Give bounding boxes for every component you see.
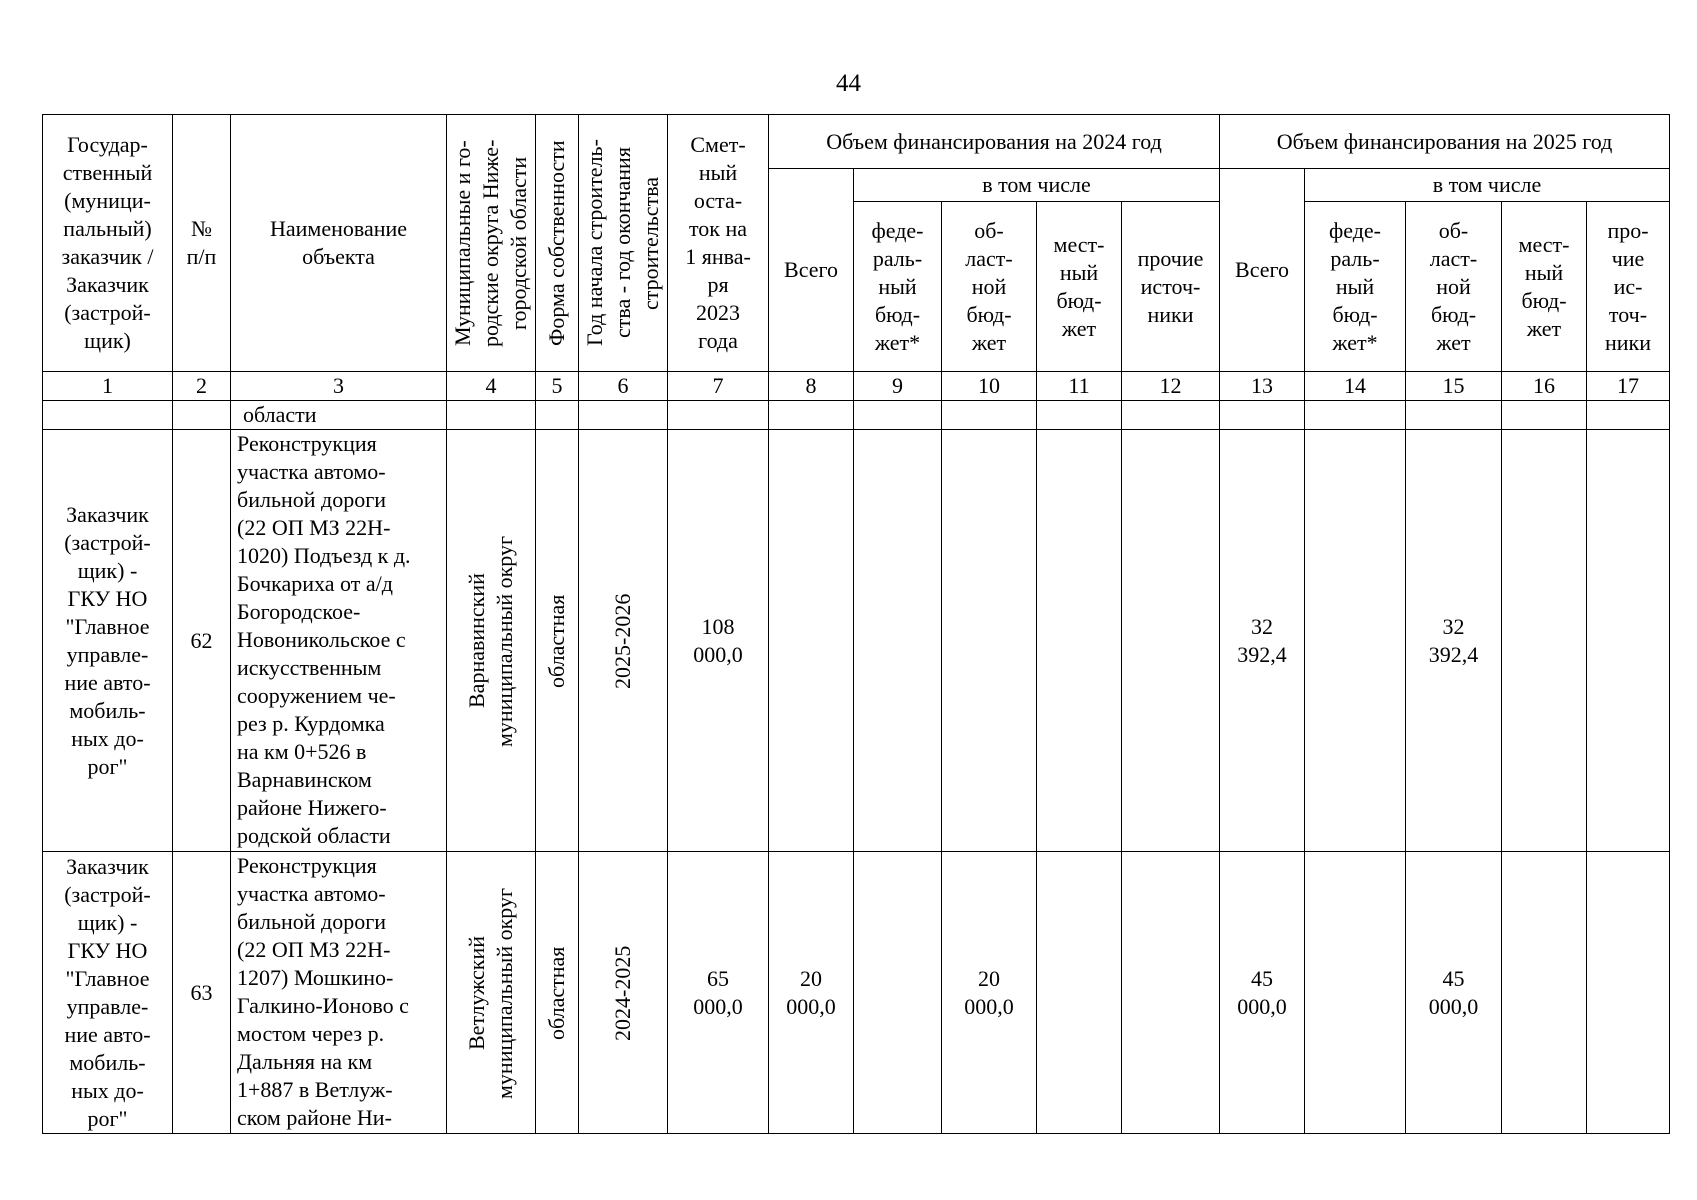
header-federal-2024: феде- раль- ный бюд- жет* — [854, 202, 942, 372]
col-number: 11 — [1037, 372, 1122, 401]
header-regional-2025: об- ласт- ной бюд- жет — [1406, 202, 1502, 372]
district-cell: Варнавинский муниципальный округ — [447, 430, 536, 852]
header-row-1 — [43, 115, 1670, 169]
header-incl-2024: в том числе — [854, 169, 1220, 202]
estimate-cell: 108 000,0 — [668, 430, 769, 852]
header-ownership: Форма собственности — [536, 115, 579, 372]
financing-table — [42, 114, 1670, 1134]
col-number: 7 — [668, 372, 769, 401]
header-district: Муниципальные и го- родские округа Ниже- городской области — [447, 115, 536, 372]
estimate-cell: 65 000,0 — [668, 852, 769, 1134]
local-2025 — [1502, 430, 1587, 852]
regional-2024 — [942, 430, 1037, 852]
total-2024: 20 000,0 — [769, 852, 854, 1134]
col-number: 15 — [1406, 372, 1502, 401]
years-cell: 2024-2025 — [579, 852, 668, 1134]
other-2024 — [1122, 430, 1220, 852]
header-number: № п/п — [173, 115, 231, 372]
customer-cell: Заказчик (застрой- щик) - ГКУ НО "Главное управле- ние авто- мобиль- ных до- рог" — [43, 430, 173, 852]
object-name: Реконструкция участка автомо- бильной дороги (22 ОП МЗ 22Н- 1020) Подъезд к д. Бочкариха от а/д Богородское- Новоникольское с искусственным сооружением че- рез р. Курдомка на км 0+526 в Варнавинском районе Нижего- родской области — [231, 430, 447, 852]
row-number: 63 — [173, 852, 231, 1134]
regional-2024: 20 000,0 — [942, 852, 1037, 1134]
ownership-cell: областная — [536, 430, 579, 852]
header-estimate: Смет- ный оста- ток на 1 янва- ря 2023 года — [668, 115, 769, 372]
header-local-2024: мест- ный бюд- жет — [1037, 202, 1122, 372]
other-2025 — [1587, 430, 1670, 852]
col-number: 2 — [173, 372, 231, 401]
total-2024 — [769, 430, 854, 852]
table-row — [43, 430, 1670, 852]
continuation-row — [43, 401, 1670, 430]
col-number: 17 — [1587, 372, 1670, 401]
header-customer: Государ- ственный (муници- пальный) заказчик / Заказчик (застрой- щик) — [43, 115, 173, 372]
header-years: Год начала строитель- ства - год окончания строительства — [579, 115, 668, 372]
local-2024 — [1037, 852, 1122, 1134]
header-regional-2024: об- ласт- ной бюд- жет — [942, 202, 1037, 372]
header-other-2025: про- чие ис- точ- ники — [1587, 202, 1670, 372]
col-number: 14 — [1305, 372, 1406, 401]
local-2024 — [1037, 430, 1122, 852]
regional-2025: 45 000,0 — [1406, 852, 1502, 1134]
header-total-2024: Всего — [769, 169, 854, 372]
total-2025: 45 000,0 — [1220, 852, 1305, 1134]
district-cell: Ветлужский муниципальный округ — [447, 852, 536, 1134]
federal-2025 — [1305, 430, 1406, 852]
federal-2024 — [854, 430, 942, 852]
other-2025 — [1587, 852, 1670, 1134]
federal-2024 — [854, 852, 942, 1134]
other-2024 — [1122, 852, 1220, 1134]
col-number: 8 — [769, 372, 854, 401]
col-number: 10 — [942, 372, 1037, 401]
header-fin-2025: Объем финансирования на 2025 год — [1220, 115, 1670, 169]
ownership-cell: областная — [536, 852, 579, 1134]
header-other-2024: прочие источ- ники — [1122, 202, 1220, 372]
continuation-text: области — [231, 401, 447, 430]
col-number: 12 — [1122, 372, 1220, 401]
header-fin-2024: Объем финансирования на 2024 год — [769, 115, 1220, 169]
col-number: 1 — [43, 372, 173, 401]
total-2025: 32 392,4 — [1220, 430, 1305, 852]
header-incl-2025: в том числе — [1305, 169, 1670, 202]
col-number: 16 — [1502, 372, 1587, 401]
header-object-name: Наименование объекта — [231, 115, 447, 372]
row-number: 62 — [173, 430, 231, 852]
col-number: 6 — [579, 372, 668, 401]
header-federal-2025: феде- раль- ный бюд- жет* — [1305, 202, 1406, 372]
col-number: 9 — [854, 372, 942, 401]
header-local-2025: мест- ный бюд- жет — [1502, 202, 1587, 372]
table-row — [43, 852, 1670, 1134]
col-number: 5 — [536, 372, 579, 401]
federal-2025 — [1305, 852, 1406, 1134]
regional-2025: 32 392,4 — [1406, 430, 1502, 852]
local-2025 — [1502, 852, 1587, 1134]
page-number: 44 — [836, 70, 861, 97]
object-name: Реконструкция участка автомо- бильной дороги (22 ОП МЗ 22Н- 1207) Мошкино- Галкино-Ионово с мостом через р. Дальняя на км 1+887 в Ветлуж- ском районе Ни- — [231, 852, 447, 1134]
col-number: 4 — [447, 372, 536, 401]
header-total-2025: Всего — [1220, 169, 1305, 372]
col-number: 3 — [231, 372, 447, 401]
col-number: 13 — [1220, 372, 1305, 401]
column-number-row — [43, 372, 1670, 401]
years-cell: 2025-2026 — [579, 430, 668, 852]
customer-cell: Заказчик (застрой- щик) - ГКУ НО "Главное управле- ние авто- мобиль- ных до- рог" — [43, 852, 173, 1134]
